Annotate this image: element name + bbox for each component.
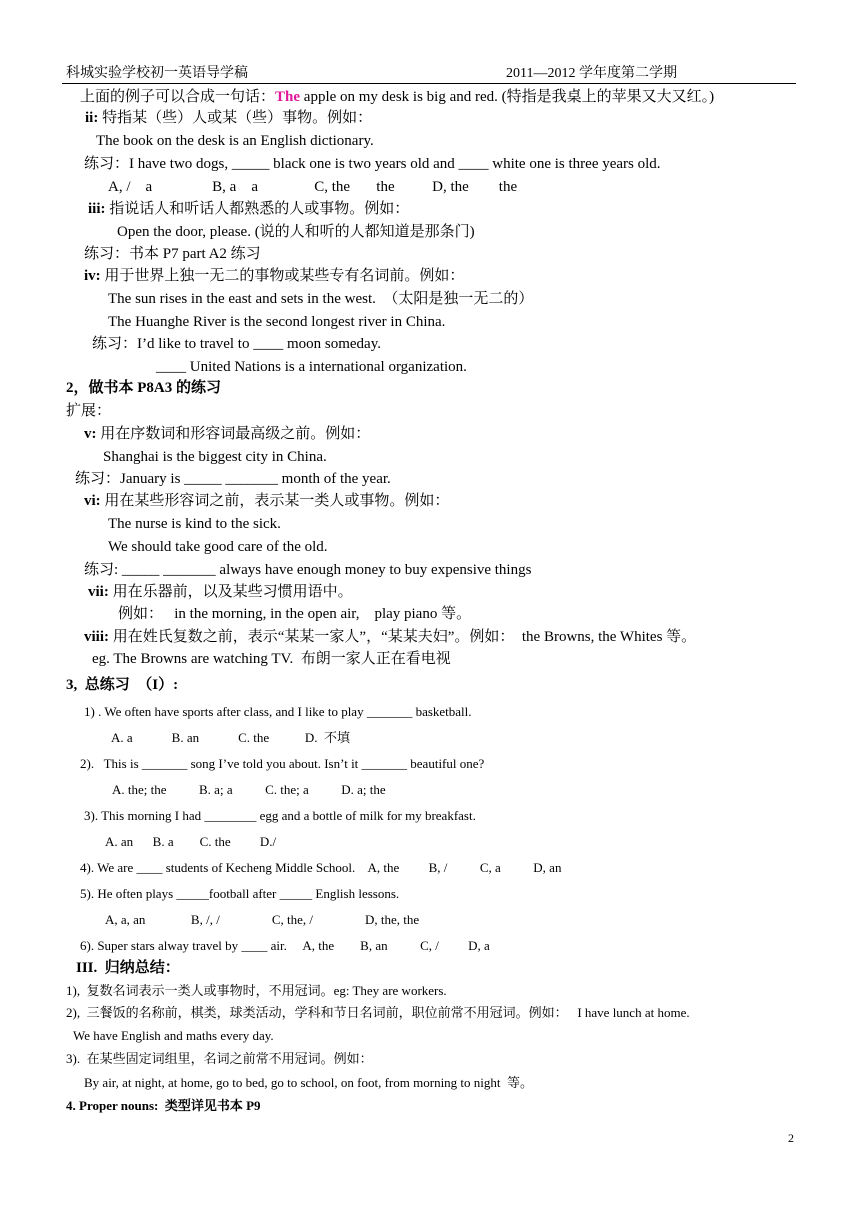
text-segment: 6). Super stars alway travel by ____ air. A, the B, an C, / D, a	[80, 938, 490, 953]
text-segment: 上面的例子可以合成一句话：	[80, 89, 276, 105]
text-segment: 2), 三餐饭的名称前，棋类，球类活动，学科和节日名词前，职位前常不用冠词。例如： I have lunch at home.	[66, 1005, 690, 1020]
text-line	[117, 225, 475, 240]
text-segment: By air, at night, at home, go to bed, go to school, on foot, from morning to night 等。	[84, 1075, 534, 1090]
text-line	[112, 783, 386, 796]
text-segment: 例如： in the morning, in the open air, play piano 等。	[118, 606, 472, 622]
text-line	[105, 835, 276, 848]
text-line	[66, 381, 221, 396]
text-line	[76, 961, 180, 976]
text-line	[66, 1052, 373, 1065]
text-line	[92, 652, 451, 667]
text-segment: iii:	[88, 201, 106, 217]
text-segment: 4). We are ____ students of Kecheng Middle School. A, the B, / C, a D, an	[80, 860, 562, 875]
text-segment: vii:	[88, 584, 109, 600]
text-segment: 练习：I have two dogs, _____ black one is two years old and ____ white one is three years old.	[84, 156, 661, 172]
text-line	[75, 472, 391, 487]
text-segment: 1), 复数名词表示一类人或事物时，不用冠词。eg: They are workers.	[66, 983, 447, 998]
text-segment: A, / a B, a a C, the the D, the the	[108, 179, 518, 195]
text-segment: 练习：January is _____ _______ month of the year.	[75, 471, 391, 487]
text-segment: 2，做书本 P8A3 的练习	[66, 380, 221, 396]
text-line	[80, 939, 490, 952]
text-line	[85, 111, 372, 126]
text-segment: 用在某些形容词之前，表示某一类人或事物。例如：	[100, 493, 450, 509]
text-segment: 用在乐器前，以及某些习惯用语中。	[108, 584, 353, 600]
text-segment: ii:	[85, 110, 99, 126]
text-line	[84, 705, 472, 718]
text-line	[84, 563, 531, 578]
text-line	[66, 678, 178, 693]
text-line	[84, 809, 476, 822]
text-segment: apple on my desk is big and red. (特指是我桌上的苹果又大又红。)	[300, 89, 715, 105]
text-segment: 用于世界上独一无二的事物或某些专有名词前。例如：	[100, 268, 465, 284]
text-segment: 3, 总练习 （I）:	[66, 677, 179, 693]
text-segment: vi:	[84, 493, 101, 509]
text-segment: 扩展：	[66, 403, 112, 419]
text-segment: A. an B. a C. the D./	[105, 834, 277, 849]
text-line	[80, 757, 484, 770]
text-line	[108, 292, 533, 307]
text-segment: The Huanghe River is the second longest river in China.	[108, 314, 446, 330]
text-segment: 练习：I’d like to travel to ____ moon someday.	[92, 336, 381, 352]
text-segment: The nurse is kind to the sick.	[108, 516, 281, 532]
text-line	[88, 202, 409, 217]
text-segment: ____ United Nations is a international organization.	[156, 359, 467, 375]
text-segment: v:	[84, 426, 97, 442]
text-segment: 练习：书本 P7 part A2 练习	[84, 246, 261, 262]
text-segment: 4. Proper nouns: 类型详见书本 P9	[66, 1098, 261, 1113]
text-line	[84, 1076, 533, 1089]
text-line	[80, 861, 561, 874]
text-line	[84, 157, 661, 172]
text-line	[96, 134, 374, 149]
header-divider	[62, 83, 796, 84]
text-line	[80, 887, 399, 900]
text-segment: III. 归纳总结：	[76, 960, 180, 976]
text-line	[92, 337, 381, 352]
text-segment: 指说话人和听话人都熟悉的人或事物。例如：	[105, 201, 410, 217]
text-line	[84, 269, 464, 284]
text-line	[84, 427, 370, 442]
text-segment: The sun rises in the east and sets in the west. （太阳是独一无二的）	[108, 291, 534, 307]
text-segment: 3). This morning I had ________ egg and a bottle of milk for my breakfast.	[84, 808, 476, 823]
text-segment: We have English and maths every day.	[73, 1028, 274, 1043]
text-segment: 3). 在某些固定词组里，名词之前常不用冠词。例如：	[66, 1051, 373, 1066]
text-line	[66, 984, 447, 997]
text-segment: 特指某（些）人或某（些）事物。例如：	[98, 110, 373, 126]
text-segment: 练习: _____ _______ always have enough money to buy expensive things	[84, 562, 532, 578]
text-line	[88, 585, 353, 600]
text-segment: Shanghai is the biggest city in China.	[103, 449, 327, 465]
text-segment: The	[275, 89, 301, 105]
text-line	[73, 1029, 274, 1042]
text-segment: We should take good care of the old.	[108, 539, 328, 555]
text-line	[156, 360, 467, 375]
text-segment: viii:	[84, 629, 109, 645]
text-line	[80, 90, 714, 105]
text-segment: iv:	[84, 268, 101, 284]
text-segment: A. a B. an C. the D. 不填	[111, 730, 351, 745]
header-school-title: 科城实验学校初一英语导学稿	[66, 66, 248, 81]
text-line	[84, 630, 696, 645]
text-segment: 用在序数词和形容词最高级之前。例如：	[96, 426, 371, 442]
text-segment: The book on the desk is an English dictionary.	[96, 133, 374, 149]
text-line	[105, 913, 419, 926]
text-segment: A. the; the B. a; a C. the; a D. a; the	[112, 782, 386, 797]
text-line	[108, 315, 445, 330]
text-line	[108, 180, 517, 195]
text-line	[118, 607, 471, 622]
header-term: 2011—2012 学年度第二学期	[506, 66, 677, 81]
text-segment: Open the door, please. (说的人和听的人都知道是那条门)	[117, 224, 475, 240]
page-number: 2	[788, 1131, 794, 1145]
text-line	[84, 247, 261, 262]
text-line	[84, 494, 449, 509]
text-line	[103, 450, 327, 465]
text-segment: 1) . We often have sports after class, and I like to play _______ basketball.	[84, 704, 472, 719]
text-line	[66, 1099, 261, 1112]
text-segment: 用在姓氏复数之前，表示“某某一家人”，“某某夫妇”。例如： the Browns, the Whites 等。	[109, 629, 697, 645]
text-segment: A, a, an B, /, / C, the, / D, the, the	[105, 912, 420, 927]
text-line	[108, 540, 328, 555]
text-line	[66, 404, 111, 419]
text-line	[108, 517, 281, 532]
text-line	[66, 1006, 690, 1019]
text-segment: 5). He often plays _____football after _____ English lessons.	[80, 886, 400, 901]
text-line	[111, 731, 350, 744]
text-segment: eg. The Browns are watching TV. 布朗一家人正在看电视	[92, 651, 451, 667]
text-segment: 2). This is _______ song I’ve told you about. Isn’t it _______ beautiful one?	[80, 756, 485, 771]
